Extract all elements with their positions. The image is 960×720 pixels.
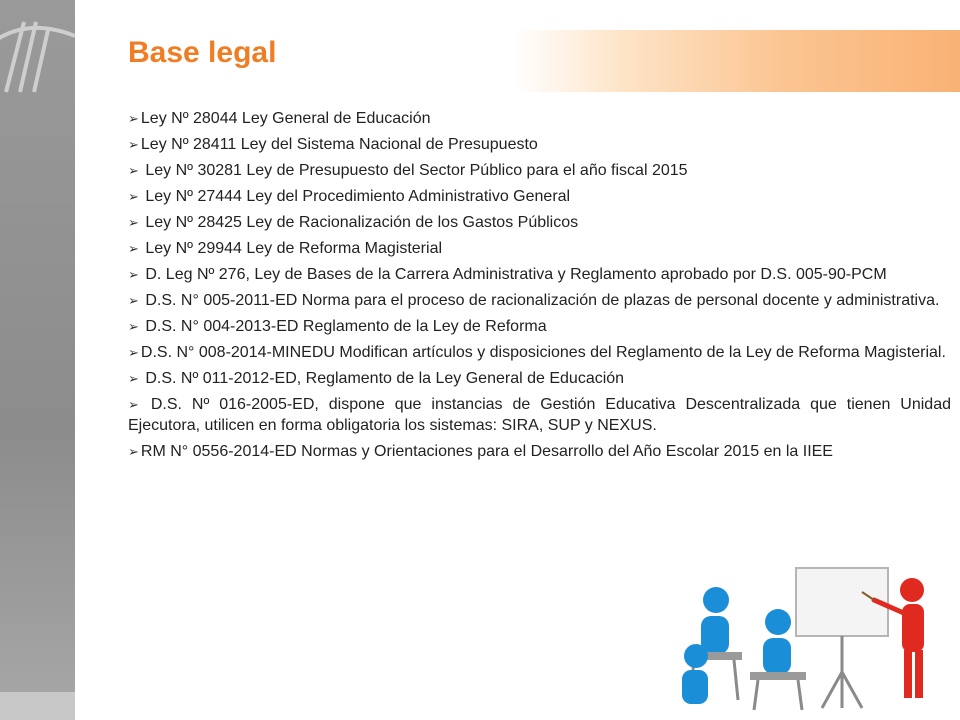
legal-reference-text: Ley Nº 28044 Ley General de Educación	[140, 110, 431, 127]
legal-reference-item	[128, 108, 951, 129]
legal-reference-item	[128, 212, 951, 233]
legal-reference-text: D.S. Nº 016-2005-ED, dispone que instancias de Gestión Educativa Descentralizada que tienen Unidad Ejecutora, utilicen en forma obligatoria los sistemas: SIRA, SUP y NEXUS.	[128, 396, 951, 434]
whiteboard-icon	[796, 568, 888, 708]
legal-reference-item	[128, 238, 951, 259]
legal-reference-text: D.S. Nº 011-2012-ED, Reglamento de la Ley General de Educación	[140, 370, 625, 387]
legal-reference-text: Ley Nº 28411 Ley del Sistema Nacional de Presupuesto	[140, 136, 538, 153]
bullet-arrow-icon: ➢	[128, 345, 139, 360]
legal-reference-item	[128, 134, 951, 155]
legal-reference-text: Ley Nº 30281 Ley de Presupuesto del Sector Público para el año fiscal 2015	[140, 162, 688, 179]
legal-reference-text: D.S. N° 004-2013-ED Reglamento de la Ley de Reforma	[140, 318, 547, 335]
legal-reference-item	[128, 394, 951, 436]
legal-reference-text: D.S. N° 005-2011-ED Norma para el proceso de racionalización de plazas de personal docente y administrativa.	[140, 292, 940, 309]
bullet-arrow-icon: ➢	[128, 444, 139, 459]
legal-reference-text: Ley Nº 27444 Ley del Procedimiento Administrativo General	[140, 188, 571, 205]
bullet-arrow-icon: ➢	[128, 111, 139, 126]
legal-reference-text: D.S. N° 008-2014-MINEDU Modifican artículos y disposiciones del Reglamento de la Ley de Reforma Magisterial.	[140, 344, 946, 361]
bullet-arrow-icon: ➢	[128, 319, 139, 334]
bullet-arrow-icon: ➢	[128, 293, 139, 308]
legal-reference-text: Ley Nº 28425 Ley de Racionalización de los Gastos Públicos	[140, 214, 579, 231]
institution-logo-icon	[0, 0, 75, 100]
page-title: Base legal	[128, 36, 277, 69]
legal-basis-list	[128, 108, 951, 467]
title-accent-band	[515, 30, 960, 92]
legal-reference-text: D. Leg Nº 276, Ley de Bases de la Carrera Administrativa y Reglamento aprobado por D.S. 005-90-PCM	[140, 266, 887, 283]
legal-reference-item	[128, 186, 951, 207]
bullet-arrow-icon: ➢	[128, 371, 139, 386]
bullet-arrow-icon: ➢	[128, 137, 139, 152]
legal-reference-item	[128, 441, 951, 462]
legal-reference-text: RM N° 0556-2014-ED Normas y Orientaciones para el Desarrollo del Año Escolar 2015 en la IIEE	[140, 443, 833, 460]
bullet-arrow-icon: ➢	[128, 163, 139, 178]
legal-reference-item	[128, 316, 951, 337]
bullet-arrow-icon: ➢	[128, 189, 139, 204]
legal-reference-text: Ley Nº 29944 Ley de Reforma Magisterial	[140, 240, 443, 257]
sidebar-bottom-band	[0, 692, 75, 720]
bullet-arrow-icon: ➢	[128, 215, 139, 230]
legal-reference-item	[128, 342, 951, 363]
bullet-arrow-icon: ➢	[128, 397, 139, 412]
legal-reference-item	[128, 264, 951, 285]
legal-reference-item	[128, 290, 951, 311]
bullet-arrow-icon: ➢	[128, 241, 139, 256]
legal-reference-item	[128, 368, 951, 389]
students-figure-icon	[682, 587, 806, 710]
legal-reference-item	[128, 160, 951, 181]
bullet-arrow-icon: ➢	[128, 267, 139, 282]
sidebar-decoration	[0, 0, 75, 720]
classroom-illustration	[676, 560, 946, 710]
